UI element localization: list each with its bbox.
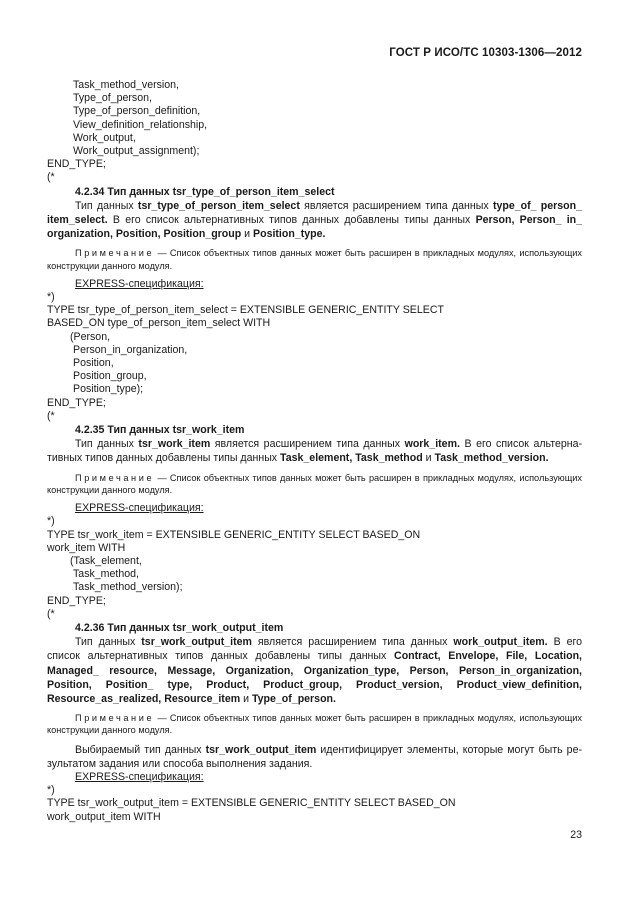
section-heading-4-2-36: 4.2.36 Тип данных tsr_work_output_item: [75, 621, 284, 634]
express-spec-label: EXPRESS-спецификация:: [75, 770, 204, 783]
type-name: tsr_work_item: [138, 438, 211, 451]
code-line: Position_group,: [73, 370, 147, 383]
code-line: View_definition_relationship,: [73, 118, 208, 131]
code-line: *): [47, 784, 55, 797]
code-line: Position_type);: [73, 383, 144, 396]
section-heading-4-2-34: 4.2.34 Тип данных tsr_type_of_person_item_select: [75, 185, 335, 198]
type-name-list: Contract, Envelope, File, Location, Managed_ resource, Message, Organization, Organization_type, Person, Person_in_organization, Position, Position_ type, Product, Product_group, Product_version, Product_view_definition, Resource_as_realized, Resource_item: [47, 650, 582, 705]
express-spec-label: EXPRESS-спецификация:: [75, 277, 204, 290]
text: идентифицирует элементы, которые могут быть ре-зультатом задания или способа выполнения задания.: [47, 743, 582, 770]
text: и: [240, 692, 252, 705]
type-name: type_of_ person_ item_select.: [47, 199, 582, 227]
code-comment: (*: [47, 409, 55, 422]
code-line: Task_method_version,: [73, 79, 179, 91]
note: [47, 712, 582, 736]
code-line: Position,: [73, 357, 114, 370]
code-line: TYPE tsr_type_of_person_item_select = EXTENSIBLE GENERIC_ENTITY SELECT: [47, 304, 444, 317]
note-text: — Список объектных типов данных может быть расширен в прикладных модулях, использующих конструкции данного модуля.: [47, 248, 582, 271]
code-comment: (*: [47, 171, 55, 184]
text: Тип данных: [75, 438, 139, 451]
type-name: work_item.: [404, 438, 460, 451]
note-text: — Список объектных типов данных может быть расширен в прикладных модулях, использующих конструкции данного модуля.: [47, 472, 582, 495]
text: является расширением типа данных: [251, 636, 454, 649]
section-heading-4-2-35: 4.2.35 Тип данных tsr_work_item: [75, 424, 245, 437]
code-line: TYPE tsr_work_output_item = EXTENSIBLE GENERIC_ENTITY SELECT BASED_ON: [47, 797, 456, 810]
type-name-list: Person, Person_ in_ organization, Position, Position_group: [47, 214, 583, 241]
section-paragraph: [47, 437, 582, 465]
code-line: (Task_element,: [70, 554, 142, 567]
code-line: Task_method_version);: [73, 581, 183, 594]
page-number: 23: [570, 829, 582, 841]
code-line: Type_of_person_definition,: [73, 105, 201, 118]
code-line: Work_output_assignment);: [73, 145, 200, 158]
standard-header: ГОСТ Р ИСО/ТС 10303-1306—2012: [389, 47, 582, 59]
code-comment: (*: [47, 607, 55, 620]
code-end-type: END_TYPE;: [47, 396, 106, 409]
text: Тип данных: [75, 636, 142, 649]
section-paragraph: [47, 635, 582, 706]
type-name: tsr_type_of_person_item_select: [137, 199, 300, 212]
text: и: [241, 228, 254, 241]
text: В его список альтернативных типов данных добавлены типы данных: [47, 636, 583, 663]
text: Выбираемый тип данных: [75, 743, 206, 756]
text: Тип данных: [75, 199, 138, 212]
type-name: tsr_work_output_item: [141, 636, 252, 649]
code-line: Work_output,: [73, 131, 136, 144]
type-name: tsr_work_output_item: [205, 743, 317, 756]
code-line: Person_in_organization,: [73, 343, 188, 356]
code-line: TYPE tsr_work_item = EXTENSIBLE GENERIC_ENTITY SELECT BASED_ON: [47, 528, 421, 541]
text: В его список альтернативных типов данных добавлены типы данных: [107, 214, 476, 227]
code-line: *): [47, 515, 55, 528]
code-line: Task_method,: [73, 568, 139, 581]
type-name-list: Task_element, Task_method: [280, 452, 423, 465]
note-label: Примечание: [75, 713, 155, 724]
express-spec-label: EXPRESS-спецификация:: [75, 502, 204, 515]
code-end-type: END_TYPE;: [47, 594, 106, 607]
section-paragraph: [47, 199, 582, 242]
code-line: Type_of_person,: [73, 92, 152, 105]
type-name: Position_type.: [253, 228, 326, 241]
code-line: work_output_item WITH: [47, 810, 161, 823]
page-content: [47, 79, 582, 824]
text: является расширением типа данных: [299, 199, 493, 212]
code-line: *): [47, 291, 55, 304]
code-end-type: END_TYPE;: [47, 158, 106, 171]
code-line: (Person,: [70, 330, 111, 343]
code-line: BASED_ON type_of_person_item_select WITH: [47, 317, 271, 330]
note: [47, 247, 582, 271]
text: и: [422, 452, 435, 465]
note-label: Примечание: [75, 248, 155, 259]
text: В его список альтерна-тивных типов данных добавлены типы данных: [47, 438, 582, 465]
text: является расширением типа данных: [210, 438, 405, 451]
note: [47, 472, 582, 496]
type-name: work_output_item.: [453, 636, 548, 649]
note-label: Примечание: [75, 472, 155, 483]
code-line: work_item WITH: [47, 541, 126, 554]
note-text: — Список объектных типов данных может быть расширен в прикладных модулях, использующих конструкции данного модуля.: [47, 713, 582, 736]
type-name: Type_of_person.: [251, 692, 336, 705]
type-name: Task_method_version.: [434, 452, 549, 465]
selection-paragraph: [47, 743, 582, 771]
